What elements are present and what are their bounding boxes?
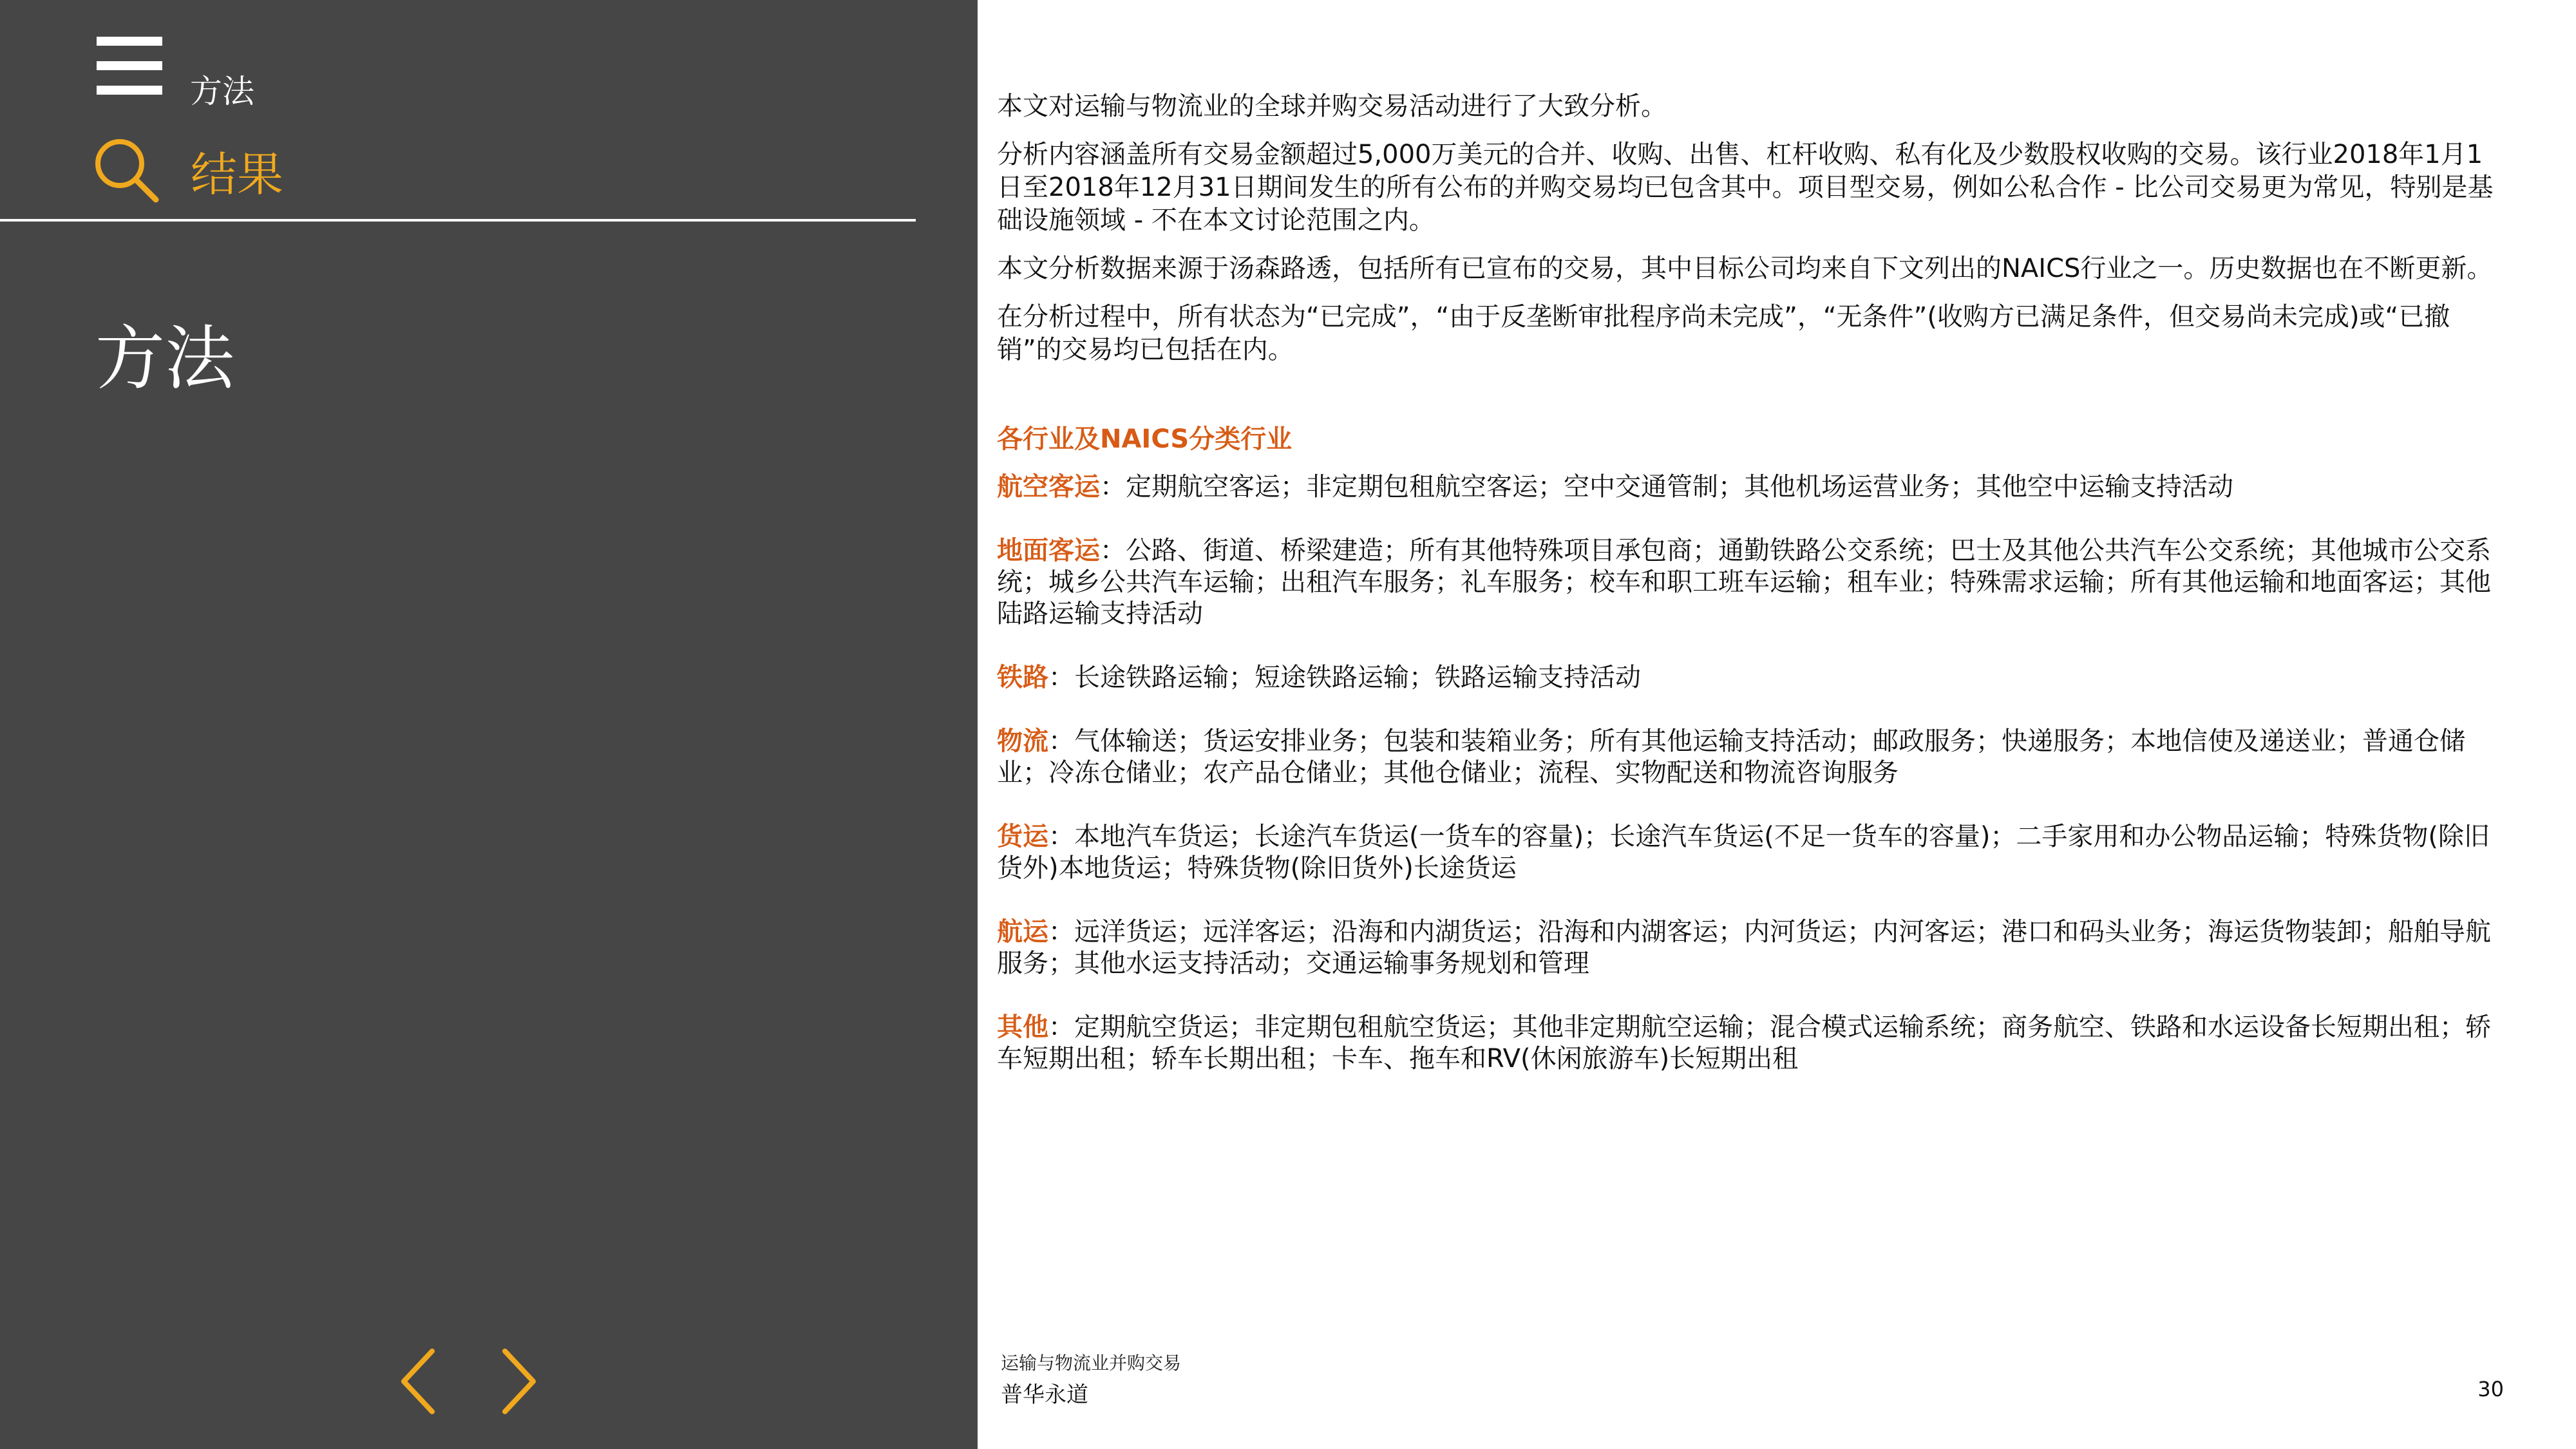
industry-description: ：定期航空客运；非定期包租航空客运；空中交通管制；其他机场运营业务；其他空中运输支持活动 <box>1100 472 2233 502</box>
industry-description: ：定期航空货运；非定期包租航空货运；其他非定期航空运输；混合模式运输系统；商务航空、铁路和水运设备长短期出租；轿车短期出租；轿车长期出租；卡车、拖车和RV(休闲旅游车)长短期出租 <box>997 1012 2491 1074</box>
content-body <box>997 90 2504 1107</box>
content-panel <box>978 0 2576 1449</box>
menu-label[interactable]: 方法 <box>190 73 254 110</box>
previous-page-button[interactable] <box>396 1346 441 1417</box>
scope-paragraph: 分析内容涵盖所有交易金额超过5,000万美元的合并、收购、出售、杠杆收购、私有化及少数股权收购的交易。该行业2018年1月1日至2018年12月31日期间发生的所有公布的并购交易均已包含其中。项目型交易，例如公私合作 - 比公司交易更为常见，特别是基础设施领域 - 不在本文讨论范围之内。 <box>997 140 2494 235</box>
chevron-left-icon[interactable] <box>396 1346 441 1417</box>
industry-description: ：远洋货运；远洋客运；沿海和内湖货运；沿海和内湖客运；内河货运；内河客运；港口和码头业务；海运货物装卸；船舶导航服务；其他水运支持活动；交通运输事务规划和管理 <box>997 917 2491 978</box>
industry-name: 铁路 <box>997 663 1048 692</box>
industry-item <box>997 916 2504 980</box>
industries-heading: 各行业及NAICS分类行业 <box>997 424 1293 454</box>
page-number: 30 <box>2477 1377 2504 1401</box>
industry-item <box>997 471 2504 503</box>
industry-description: ：气体输送；货运安排业务；包装和装箱业务；所有其他运输支持活动；邮政服务；快递服务；本地信使及递送业；普通仓储业；冷冻仓储业；农产品仓储业；其他仓储业；流程、实物配送和物流咨询服务 <box>997 726 2465 788</box>
industry-description: ：本地汽车货运；长途汽车货运(一货车的容量)；长途汽车货运(不足一货车的容量)；二手家用和办公物品运输；特殊货物(除旧货外)本地货运；特殊货物(除旧货外)长途货运 <box>997 822 2490 883</box>
next-page-button[interactable] <box>496 1346 541 1417</box>
sidebar-panel <box>0 0 978 1449</box>
sidebar-divider <box>0 219 916 222</box>
industry-item <box>997 821 2504 884</box>
intro-paragraph: 本文对运输与物流业的全球并购交易活动进行了大致分析。 <box>997 91 1667 121</box>
industry-item <box>997 662 2504 694</box>
chevron-right-icon[interactable] <box>496 1346 541 1417</box>
industry-item <box>997 726 2504 789</box>
section-title: 方法 <box>95 319 235 399</box>
menu-row[interactable] <box>97 33 254 110</box>
data-source-paragraph: 本文分析数据来源于汤森路透，包括所有已宣布的交易，其中目标公司均来自下文列出的NAICS行业之一。历史数据也在不断更新。 <box>997 254 2493 283</box>
results-label[interactable]: 结果 <box>191 147 284 202</box>
industry-name: 货运 <box>997 822 1048 851</box>
industry-name: 物流 <box>997 726 1048 756</box>
footer-brand: 普华永道 <box>1001 1382 1088 1408</box>
industry-name: 其他 <box>997 1012 1048 1042</box>
industry-name: 航空客运 <box>997 472 1100 502</box>
search-icon[interactable] <box>91 135 162 206</box>
industry-item <box>997 535 2504 630</box>
status-paragraph: 在分析过程中，所有状态为“已完成”，“由于反垄断审批程序尚未完成”，“无条件”(收购方已满足条件，但交易尚未完成)或“已撤销”的交易均已包括在内。 <box>997 302 2450 365</box>
industry-item <box>997 1012 2504 1075</box>
hamburger-menu-icon[interactable] <box>97 37 162 95</box>
footer-report-title: 运输与物流业并购交易 <box>1001 1352 1182 1374</box>
industry-name: 航运 <box>997 917 1048 947</box>
industry-name: 地面客运 <box>997 536 1100 565</box>
industry-description: ：公路、街道、桥梁建造；所有其他特殊项目承包商；通勤铁路公交系统；巴士及其他公共汽车公交系统；其他城市公交系统；城乡公共汽车运输；出租汽车服务；礼车服务；校车和职工班车运输；租车业；特殊需求运输；所有其他运输和地面客运；其他陆路运输支持活动 <box>997 536 2491 629</box>
results-link[interactable] <box>91 135 283 206</box>
industry-description: ：长途铁路运输；短途铁路运输；铁路运输支持活动 <box>1048 663 1641 692</box>
